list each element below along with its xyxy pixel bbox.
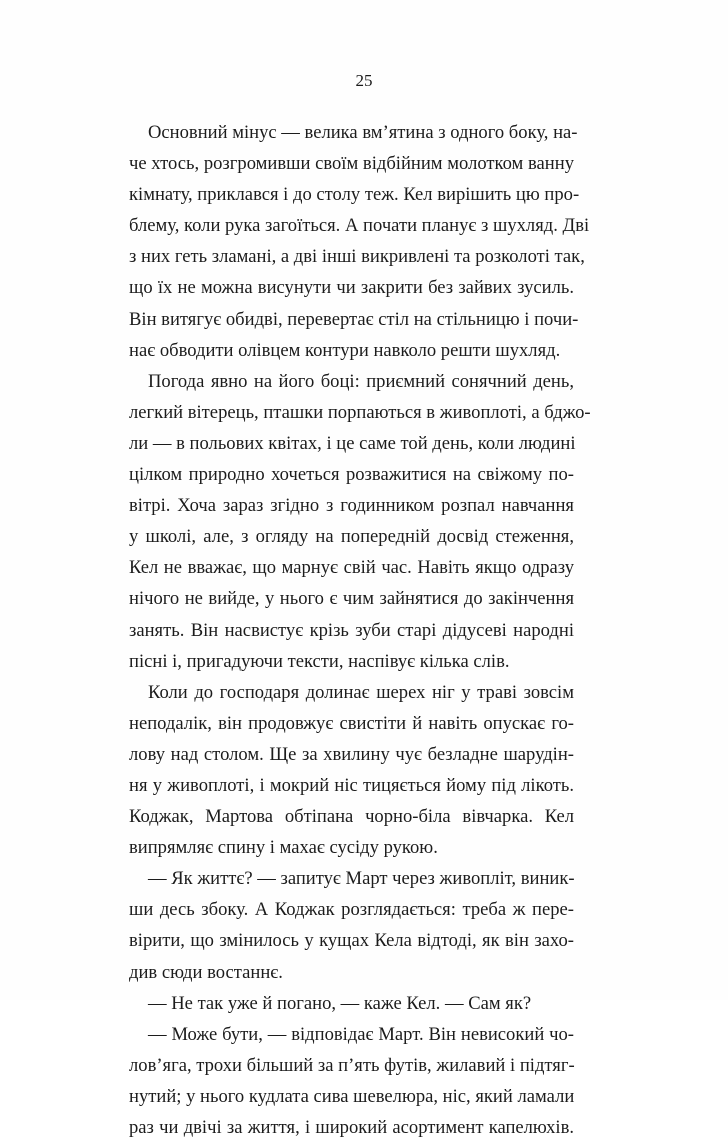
- text-line: че хтось, розгромивши своїм відбійним молотком ванну: [129, 153, 574, 175]
- text-line: Кел не вважає, що марнує свій час. Навіть якщо одразу: [129, 557, 574, 579]
- text-line: Погода явно на його боці: приємний сонячний день,: [148, 370, 574, 392]
- text-line: лову над столом. Ще за хвилину чує безладне шарудін-: [129, 743, 574, 765]
- text-line: вірити, що змінилось у кущах Кела відтоді, як він захо-: [129, 930, 574, 952]
- text-line: що їх не можна висунути чи закрити без зайвих зусиль.: [129, 277, 574, 299]
- text-line: нає обводити олівцем контури навколо решти шухляд.: [129, 339, 561, 361]
- text-line: занять. Він насвистує крізь зуби старі дідусеві народні: [129, 619, 574, 641]
- text-line: раз чи двічі за життя, і широкий асортимент капелюхів.: [129, 1117, 574, 1138]
- text-line: — Як життє? — запитує Март через живопліт, виник-: [148, 868, 575, 890]
- text-line: у школі, але, з огляду на попередній досвід стеження,: [129, 526, 574, 548]
- text-line: блему, коли рука загоїться. А почати планує з шухляд. Дві: [129, 215, 590, 237]
- text-line: Основний мінус — велика вм’ятина з одного боку, на-: [148, 122, 578, 143]
- text-line: ши десь збоку. А Коджак розглядається: треба ж пере-: [129, 899, 574, 921]
- text-line: нутий; у нього кудлата сива шевелюра, ніс, який ламали: [129, 1085, 575, 1107]
- text-line: Коджак, Мартова обтіпана чорно-біла вівчарка. Кел: [129, 806, 574, 828]
- text-line: див сюди востаннє.: [129, 961, 283, 983]
- text-line: Коли до господаря долинає шерех ніг у траві зовсім: [148, 681, 574, 703]
- text-line: неподалік, він продовжує свистіти й навіть опускає го-: [129, 712, 574, 734]
- body-text: [129, 117, 591, 1143]
- text-line: випрямляє спину і махає сусіду рукою.: [129, 837, 438, 859]
- text-line: нічого не вийде, у нього є чим зайнятися до закінчення: [129, 588, 574, 610]
- text-line: — Може бути, — відповідає Март. Він невисокий чо-: [148, 1023, 574, 1045]
- text-line: цілком природно хочеться розважитися на свіжому по-: [129, 464, 574, 486]
- text-line: ня у живоплоті, і мокрий ніс тицяється йому під лікоть.: [129, 774, 574, 796]
- text-line: легкий вітерець, пташки порпаються в живоплоті, а бджо-: [129, 401, 591, 423]
- text-line: пісні і, пригадуючи тексти, наспівує кілька слів.: [129, 650, 510, 672]
- text-line: — Не так уже й погано, — каже Кел. — Сам як?: [148, 992, 532, 1014]
- text-line: Він витягує обидві, перевертає стіл на стільницю і почи-: [129, 308, 579, 330]
- text-line: вітрі. Хоча зараз згідно з годинником розпал навчання: [129, 495, 574, 517]
- text-line: лов’яга, трохи більший за п’ять футів, жилавий і підтяг-: [129, 1054, 575, 1076]
- text-line: ли — в польових квітах, і це саме той день, коли людині: [129, 432, 576, 454]
- text-line: кімнату, приклався і до столу теж. Кел вирішить цю про-: [129, 184, 580, 206]
- page-number: 25: [355, 71, 373, 90]
- text-line: з них геть зламані, а дві інші викривлені та розколоті так,: [129, 246, 585, 268]
